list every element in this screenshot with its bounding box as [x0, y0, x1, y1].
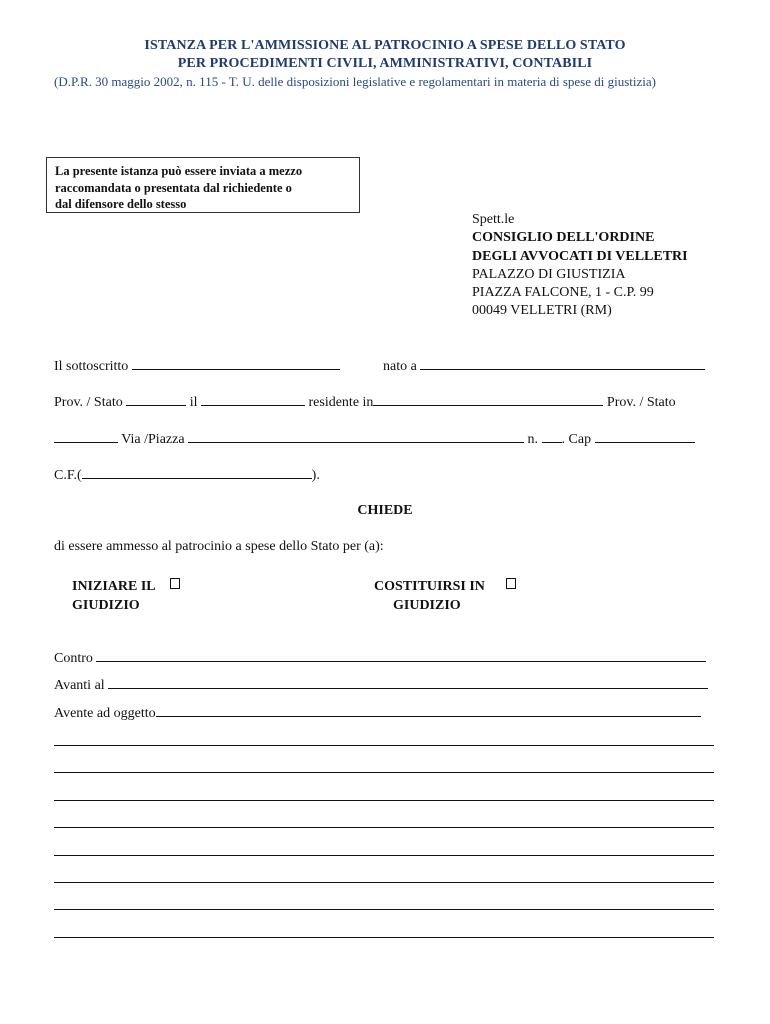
- label-il: il: [189, 395, 198, 410]
- form-title-line2: PER PROCEDIMENTI CIVILI, AMMINISTRATIVI, CONTABILI: [177, 56, 593, 71]
- blank-line-7[interactable]: [54, 909, 714, 910]
- recipient-name-2: DEGLI AVVOCATI DI VELLETRI: [472, 248, 688, 264]
- label-dot: .: [561, 432, 566, 447]
- chiede-heading: CHIEDE: [357, 503, 413, 518]
- notice-line-2: raccomandata o presentata dal richiedente o: [55, 180, 292, 195]
- row-via-piazza: [54, 430, 695, 448]
- field-residente-in[interactable]: [373, 393, 603, 406]
- row-prov-il-residente: [54, 393, 676, 411]
- label-cap: Cap: [568, 432, 592, 447]
- recipient-name-1: CONSIGLIO DELL'ORDINE: [472, 230, 655, 246]
- notice-line-3: dal difensore dello stesso: [55, 197, 187, 211]
- row-avanti-al: [54, 676, 708, 694]
- label-cf-close: ).: [311, 468, 320, 483]
- label-residente-in: residente in: [308, 395, 374, 410]
- option-iniziare-giudizio: [72, 577, 180, 615]
- row-sottoscritto: [54, 357, 340, 375]
- field-avanti-al[interactable]: [108, 676, 708, 689]
- blank-line-6[interactable]: [54, 882, 714, 883]
- row-contro: [54, 649, 706, 667]
- blank-line-4[interactable]: [54, 827, 714, 828]
- field-nato-a[interactable]: [420, 357, 705, 370]
- field-cap[interactable]: [595, 430, 695, 443]
- blank-line-1[interactable]: [54, 745, 714, 746]
- field-codice-fiscale[interactable]: [82, 466, 312, 479]
- label-contro: Contro: [54, 651, 93, 666]
- blank-line-2[interactable]: [54, 772, 714, 773]
- row-codice-fiscale: [54, 466, 320, 484]
- label-nato-a: nato a: [383, 359, 417, 374]
- field-sottoscritto[interactable]: [132, 357, 340, 370]
- form-title-line1: ISTANZA PER L'AMMISSIONE AL PATROCINIO A SPESE DELLO STATO: [144, 38, 626, 53]
- recipient-address: [472, 211, 688, 321]
- field-via-piazza[interactable]: [188, 430, 524, 443]
- notice-line-1: La presente istanza può essere inviata a mezzo: [55, 164, 303, 178]
- checkbox-costituirsi-giudizio[interactable]: [506, 578, 516, 589]
- label-prov-stato: Prov. / Stato: [54, 395, 123, 410]
- notice-box: [46, 157, 360, 213]
- recipient-address-3: 00049 VELLETRI (RM): [472, 303, 612, 319]
- option-iniziare-label-2: GIUDIZIO: [72, 598, 140, 613]
- label-sottoscritto: Il sottoscritto: [54, 359, 129, 374]
- row-nato-a: [383, 357, 705, 375]
- option-costituirsi-label-1: COSTITUIRSI IN: [374, 579, 485, 594]
- checkbox-iniziare-giudizio[interactable]: [170, 578, 180, 589]
- row-oggetto: [54, 704, 701, 722]
- form-subtitle: (D.P.R. 30 maggio 2002, n. 115 - T. U. delle disposizioni legislative e regolamentari in materia di spese di giustizia): [54, 74, 656, 89]
- label-prov-stato-2: Prov. / Stato: [606, 395, 676, 410]
- recipient-address-1: PALAZZO DI GIUSTIZIA: [472, 266, 626, 282]
- label-cf-open: C.F.(: [54, 468, 82, 483]
- label-avanti-al: Avanti al: [54, 678, 105, 693]
- recipient-address-2: PIAZZA FALCONE, 1 - C.P. 99: [472, 285, 654, 301]
- field-data-nascita[interactable]: [201, 393, 305, 406]
- field-contro[interactable]: [96, 649, 706, 662]
- field-oggetto[interactable]: [156, 704, 701, 717]
- option-costituirsi-giudizio: [374, 577, 516, 615]
- label-numero: n.: [527, 432, 539, 447]
- blank-line-8[interactable]: [54, 937, 714, 938]
- label-via-piazza: Via /Piazza: [121, 432, 185, 447]
- recipient-salutation: Spett.le: [472, 212, 515, 227]
- option-costituirsi-label-2: GIUDIZIO: [393, 598, 461, 613]
- blank-line-5[interactable]: [54, 855, 714, 856]
- field-prov-stato[interactable]: [126, 393, 186, 406]
- option-iniziare-label-1: INIZIARE IL: [72, 579, 156, 594]
- request-text: di essere ammesso al patrocinio a spese dello Stato per (a):: [54, 539, 384, 554]
- field-numero[interactable]: [542, 430, 562, 443]
- label-oggetto: Avente ad oggetto: [54, 706, 156, 721]
- field-prov-stato-residenza[interactable]: [54, 430, 118, 443]
- blank-line-3[interactable]: [54, 800, 714, 801]
